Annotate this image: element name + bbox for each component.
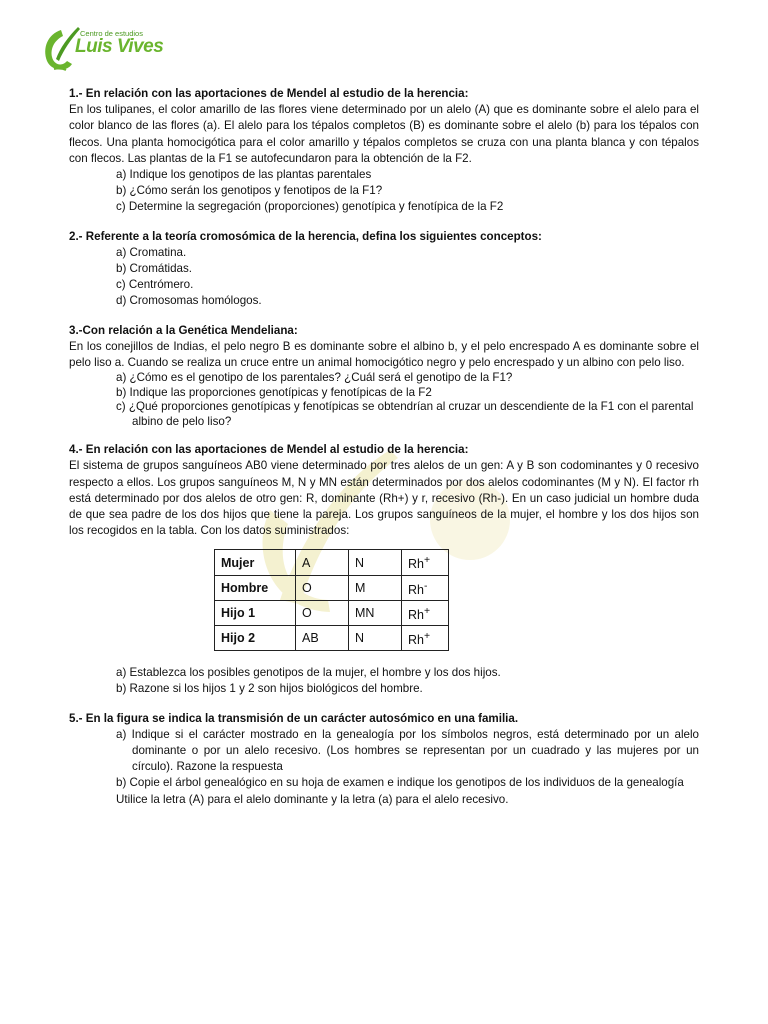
rh-cell: Rh- [402, 575, 449, 600]
question-2-item-c: c) Centrómero. [116, 278, 194, 292]
question-3-item-a: a) ¿Cómo es el genotipo de los parentales? ¿Cuál será el genotipo de la F1? [116, 371, 513, 385]
abo-cell: O [296, 575, 349, 600]
question-3-item-c: c) ¿Qué proporciones genotípicas y fenotípicas se obtendrían al cruzar un descendiente de la F1 con el parental albino de pelo liso? [116, 400, 694, 428]
person-cell: Hombre [215, 575, 296, 600]
abo-cell: O [296, 600, 349, 625]
blood-group-table [214, 549, 449, 651]
question-5-item-a: a) Indique si el carácter mostrado en la genealogía por los símbolos negros, está determinado por un alelo dominante o por un alelo recesivo. (Los hombres se representan por un cuadrado y las mujeres por un círculo). Razone la respuesta [116, 727, 699, 774]
question-2 [69, 229, 699, 310]
mn-cell: MN [349, 600, 402, 625]
rh-cell: Rh+ [402, 625, 449, 650]
question-4-item-a: a) Establezca los posibles genotipos de la mujer, el hombre y los dos hijos. [116, 666, 501, 680]
question-5-item-b: b) Copie el árbol genealógico en su hoja de examen e indique los genotipos de los individuos de la genealogía [116, 776, 684, 790]
question-4-statement: El sistema de grupos sanguíneos AB0 viene determinado por tres alelos de un gen: A y B son codominantes y 0 recesivo respecto a ellos. Los grupos sanguíneos M, N y MN están determinados por dos alelos codominantes (M y N). El factor rh está determinado por dos alelos de otro gen: R, dominante (Rh+) y r, recesivo (Rh-). En un caso judicial un hombre duda de que sea padre de los dos hijos que tiene la pareja. Los grupos sanguíneos de la mujer, el hombre y los dos hijos son los recogidos en la tabla. Con los datos suministrados: [69, 459, 699, 538]
rh-cell: Rh+ [402, 600, 449, 625]
rh-cell: Rh+ [402, 550, 449, 575]
school-logo [42, 24, 182, 74]
question-3 [69, 323, 699, 430]
table-row [215, 600, 449, 625]
question-5-title: 5.- En la figura se indica la transmisión de un carácter autosómico en una familia. [69, 711, 519, 725]
question-1-title: 1.- En relación con las aportaciones de Mendel al estudio de la herencia: [69, 87, 469, 100]
mn-cell: N [349, 550, 402, 575]
mn-cell: M [349, 575, 402, 600]
question-1-item-a: a) Indique los genotipos de las plantas parentales [116, 168, 372, 182]
question-1-statement: En los tulipanes, el color amarillo de las flores viene determinado por un alelo (A) que es dominante sobre el alelo para el color blanco de las flores (a). El alelo para los tépalos completos (B) es dominante sobre el alelo (b) para los tépalos con flecos. Una planta homocigótica para el color amarillo y tépalos completos se cruza con una planta blanca y con tépalos con flecos. Las plantas de la F1 se autofecundaron para la obtención de la F2. [69, 103, 699, 165]
question-3-statement: En los conejillos de Indias, el pelo negro B es dominante sobre el albino b, y el pelo encrespado A es dominante sobre el pelo liso a. Cuando se realiza un cruce entre un animal homocigótico negro y pelo encrespado y un albino con pelo liso. [69, 339, 699, 370]
table-row [215, 625, 449, 650]
question-2-item-a: a) Cromatina. [116, 245, 187, 259]
question-1-item-b: b) ¿Cómo serán los genotipos y fenotipos de la F1? [116, 184, 383, 198]
question-2-item-d: d) Cromosomas homólogos. [116, 294, 262, 308]
person-cell: Hijo 1 [215, 600, 296, 625]
question-1 [69, 86, 699, 216]
question-4 [69, 442, 699, 697]
table-row [215, 575, 449, 600]
question-1-item-c: c) Determine la segregación (proporciones) genotípica y fenotípica de la F2 [116, 200, 504, 214]
person-cell: Hijo 2 [215, 625, 296, 650]
question-3-item-b: b) Indique las proporciones genotípicas y fenotípicas de la F2 [116, 385, 432, 399]
question-3-title: 3.-Con relación a la Genética Mendeliana: [69, 323, 298, 337]
question-4-title: 4.- En relación con las aportaciones de Mendel al estudio de la herencia: [69, 443, 469, 457]
question-4-item-b: b) Razone si los hijos 1 y 2 son hijos biológicos del hombre. [116, 682, 423, 696]
table-row [215, 550, 449, 575]
question-5 [69, 711, 699, 808]
question-2-item-b: b) Cromátidas. [116, 262, 193, 276]
exam-content [69, 86, 699, 821]
abo-cell: A [296, 550, 349, 575]
question-5-note: Utilice la letra (A) para el alelo dominante y la letra (a) para el alelo recesivo. [116, 792, 509, 806]
abo-cell: AB [296, 625, 349, 650]
logo-small-text: Centro de estudios [80, 29, 143, 38]
person-cell: Mujer [215, 550, 296, 575]
logo-big-text: Luis Vives [75, 36, 164, 57]
question-2-title: 2.- Referente a la teoría cromosómica de la herencia, defina los siguientes conceptos: [69, 229, 542, 243]
mn-cell: N [349, 625, 402, 650]
